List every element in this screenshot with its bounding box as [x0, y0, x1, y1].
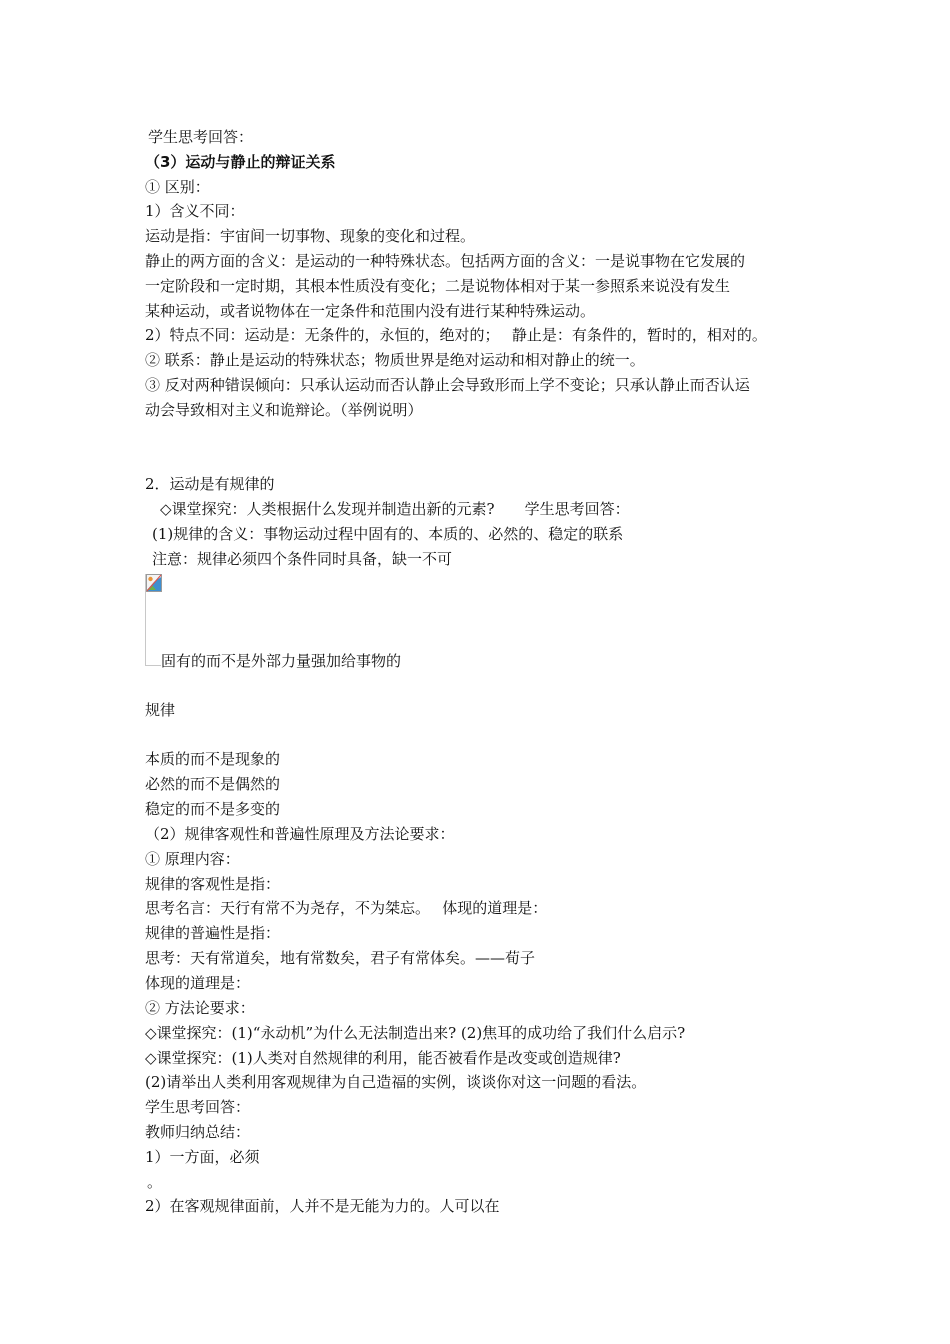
text-line: 教师归纳总结：: [145, 1123, 251, 1141]
text-line: 2）特点不同：运动是：无条件的，永恒的，绝对的； 静止是：有条件的，暂时的，相对的。: [145, 326, 767, 344]
text-line: 规律的普遍性是指：: [145, 924, 281, 942]
text-line: 静止的两方面的含义：是运动的一种特殊状态。包括两方面的含义：一是说事物在它发展的: [145, 252, 746, 270]
text-line: 体现的道理是：: [145, 974, 251, 992]
text-line: 规律: [145, 701, 176, 719]
text-line: ② 方法论要求：: [145, 999, 255, 1017]
section-heading: （3）运动与静止的辩证关系: [145, 153, 336, 171]
text-line: 一定阶段和一定时期，其根本性质没有变化；二是说物体相对于某一参照系来说没有发生: [145, 277, 731, 295]
text-line: 1）含义不同：: [145, 202, 245, 220]
text-line: 运动是指：宇宙间一切事物、现象的变化和过程。: [145, 227, 476, 245]
text-line: ◇课堂探究：(1)人类对自然规律的利用，能否被看作是改变或创造规律?: [145, 1049, 621, 1067]
text-line: ◇课堂探究：人类根据什么发现并制造出新的元素? 学生思考回答：: [160, 500, 630, 518]
text-line: 。: [147, 1173, 163, 1191]
text-line: 本质的而不是现象的: [145, 750, 281, 768]
text-line: 学生思考回答：: [148, 128, 254, 146]
text-line: ◇课堂探究：(1)“永动机”为什么无法制造出来? (2)焦耳的成功给了我们什么启示?: [145, 1024, 686, 1042]
text-line: ③ 反对两种错误倾向：只承认运动而否认静止会导致形而上学不变论；只承认静止而否认运: [145, 376, 750, 394]
text-line: （2）规律客观性和普遍性原理及方法论要求：: [145, 825, 455, 843]
broken-image-icon: [146, 574, 162, 592]
text-line: 思考：天有常道矣，地有常数矣，君子有常体矣。——荀子: [145, 949, 536, 967]
text-line: 动会导致相对主义和诡辩论。（举例说明）: [145, 401, 423, 419]
text-line: ① 原理内容：: [145, 850, 240, 868]
text-line: (1)规律的含义：事物运动过程中固有的、本质的、必然的、稳定的联系: [152, 525, 624, 543]
text-line: 稳定的而不是多变的: [145, 800, 281, 818]
text-line: 某种运动，或者说物体在一定条件和范围内没有进行某种特殊运动。: [145, 302, 596, 320]
text-line: 思考名言：天行有常不为尧存，不为桀忘。 体现的道理是：: [145, 899, 548, 917]
text-line: 1）一方面，必须: [145, 1148, 260, 1166]
image-placeholder: [145, 574, 161, 666]
text-line: 固有的而不是外部力量强加给事物的: [161, 652, 402, 670]
text-line: 学生思考回答：: [145, 1098, 251, 1116]
text-line: 必然的而不是偶然的: [145, 775, 281, 793]
text-line: ① 区别：: [145, 178, 210, 196]
text-line: 注意：规律必须四个条件同时具备，缺一不可: [152, 550, 453, 568]
section-heading: 2．运动是有规律的: [145, 475, 275, 493]
text-line: 2）在客观规律面前，人并不是无能为力的。人可以在: [145, 1197, 500, 1215]
text-line: ② 联系：静止是运动的特殊状态；物质世界是绝对运动和相对静止的统一。: [145, 351, 645, 369]
text-line: 规律的客观性是指：: [145, 875, 281, 893]
text-line: (2)请举出人类利用客观规律为自己造福的实例，谈谈你对这一问题的看法。: [145, 1073, 647, 1091]
